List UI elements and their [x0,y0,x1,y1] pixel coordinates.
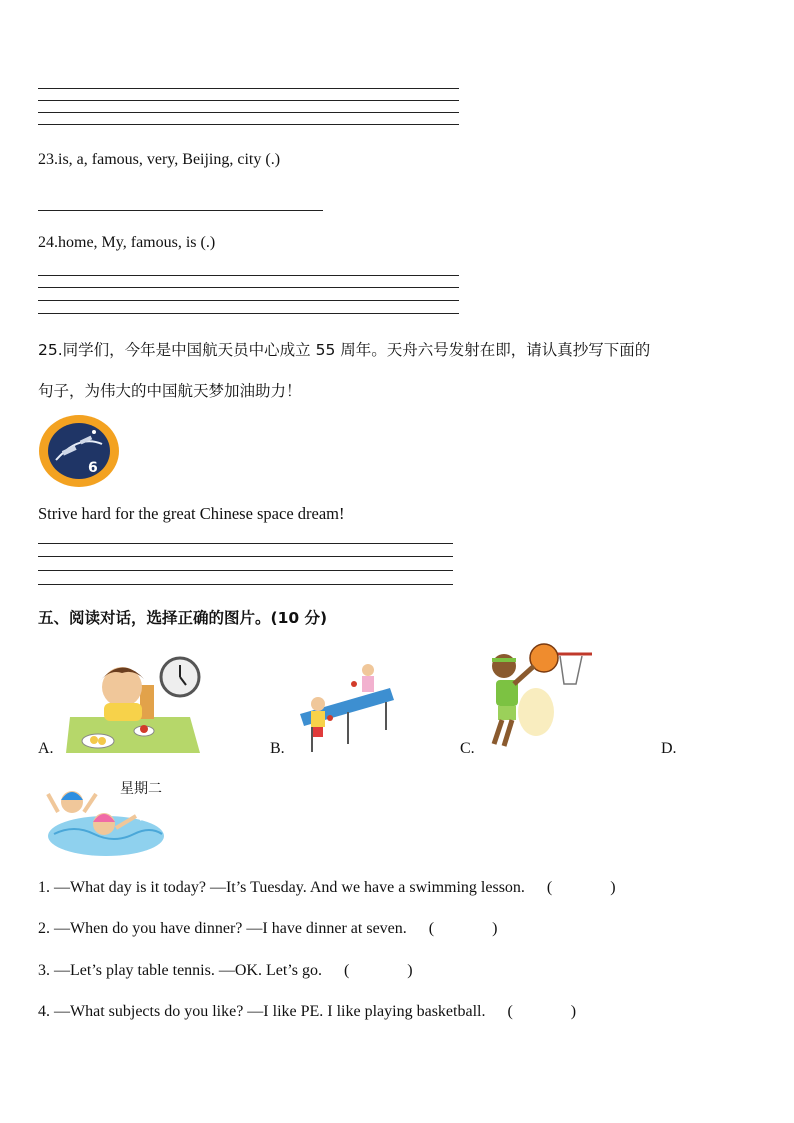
writing-line [38,124,459,125]
writing-line [38,88,459,89]
option-b-label: B. [270,740,285,757]
weekday-label: 星期二 [120,781,162,797]
answer-paren-close: ) [570,1003,577,1020]
answer-line-23 [38,210,323,211]
dialog-text: 4. —What subjects do you like? —I like PE. I like playing basketball. [38,1003,486,1020]
dialog-item [38,1003,576,1021]
answer-paren-close: ) [492,920,498,937]
dialog-item [38,879,616,897]
writing-line [38,287,459,288]
dialog-text: 2. —When do you have dinner? —I have dinner at seven. [38,920,407,937]
option-a-label: A. [38,740,54,757]
section-5-title: 五、阅读对话，选择正确的图片。(10 分) [38,609,328,627]
writing-line [38,275,459,276]
option-c-label: C. [460,740,475,757]
dialog-item [38,920,497,938]
writing-line [38,570,453,571]
question-24: 24.home, My, famous, is (.) [38,234,216,251]
svg-text:6: 6 [88,460,98,476]
table-tennis-picture [290,660,394,756]
answer-paren-open: ( [546,879,553,896]
dialog-text: 1. —What day is it today? —It’s Tuesday. And we have a swimming lesson. [38,879,525,896]
answer-paren-close: ) [610,879,616,896]
mission-badge-icon [38,414,120,488]
copy-sentence: Strive hard for the great Chinese space dream! [38,504,345,523]
writing-line [38,313,459,314]
answer-paren-open: ( [507,1003,513,1020]
writing-line [38,556,453,557]
answer-paren-open: ( [343,962,350,979]
writing-line [38,112,459,113]
question-23: 23.is, a, famous, very, Beijing, city (.) [38,151,281,168]
dialog-text: 3. —Let’s play table tennis. —OK. Let’s go. [38,962,322,979]
basketball-picture [484,642,596,752]
option-d-label: D. [661,740,677,757]
writing-line [38,584,453,585]
answer-paren-open: ( [428,920,435,937]
writing-line [38,100,459,101]
writing-line [38,300,459,301]
question-25-line-1: 25.同学们，今年是中国航天员中心成立 55 周年。天舟六号发射在即，请认真抄写下面的 [38,341,651,359]
answer-paren-close: ) [407,962,413,979]
writing-line [38,543,453,544]
question-25-line-2: 句子，为伟大的中国航天梦加油助力！ [38,382,302,400]
boy-dinner-clock-picture [62,655,202,755]
dialog-item [38,962,413,980]
